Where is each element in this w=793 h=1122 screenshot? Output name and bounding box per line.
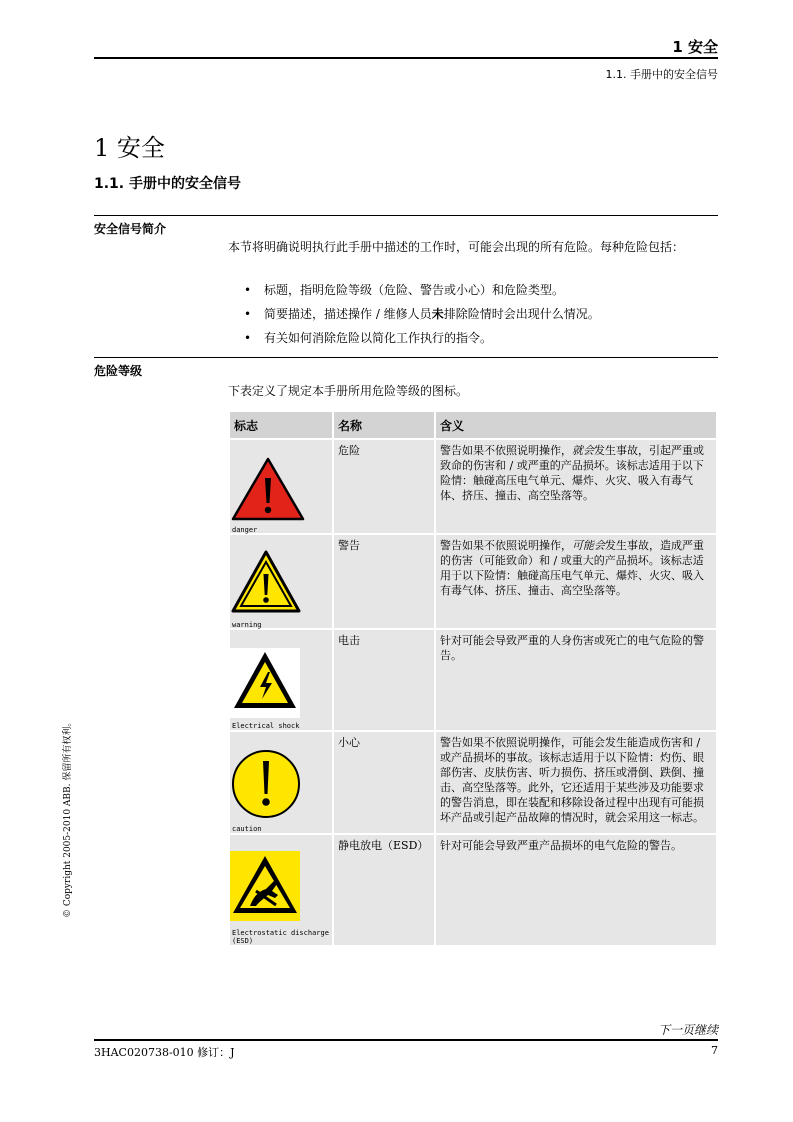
table-row — [230, 535, 716, 628]
symbol-cell — [230, 535, 332, 628]
document-id: 3HAC020738-010 修订：J — [94, 1046, 235, 1059]
list-item: • 简要描述，描述操作 / 维修人员未排除险情时会出现什么情况。 — [244, 307, 600, 321]
hazard-levels-table — [228, 410, 718, 947]
symbol-cell — [230, 440, 332, 533]
danger-icon — [230, 456, 306, 522]
hazard-meaning: 警告如果不依照说明操作，可能会发生能造成伤害和 / 或产品损坏的事故。该标志适用于以下险情：灼伤、眼部伤害、皮肤伤害、听力损伤、挤压或滑倒、跌倒、撞击、高空坠落等。此外，它还适用于某些涉及功能要求的警告消息，即在装配和移除设备过程中出现有可能损坏产品或引起产品故障的情况时，就会采用这一标志。 — [436, 732, 716, 833]
hazard-meaning: 警告如果不依照说明操作，就会发生事故，引起严重或致命的伤害和 / 或严重的产品损坏。该标志适用于以下险情：触碰高压电气单元、爆炸、火灾、吸入有毒气体、挤压、撞击、高空坠落等。 — [436, 440, 716, 533]
column-header-name: 名称 — [334, 412, 434, 438]
section-divider — [94, 357, 718, 358]
hazard-name: 警告 — [334, 535, 434, 628]
table-row — [230, 835, 716, 945]
levels-paragraph: 下表定义了规定本手册所用危险等级的图标。 — [228, 384, 469, 398]
continued-note: 下一页继续 — [657, 1023, 718, 1037]
symbol-cell — [230, 835, 332, 945]
footer-rule — [94, 1039, 718, 1041]
intro-paragraph: 本节将明确说明执行此手册中描述的工作时，可能会出现的所有危险。每种危险包括： — [228, 240, 685, 254]
symbol-caption: warning — [232, 621, 262, 629]
copyright-notice: © Copyright 2005-2010 ABB. 保留所有权利。 — [63, 717, 73, 918]
list-item: • 有关如何消除危险以简化工作执行的指令。 — [244, 331, 493, 345]
levels-label: 危险等级 — [94, 364, 143, 378]
table-row — [230, 630, 716, 730]
header-chapter-title: 1 安全 — [672, 38, 718, 56]
list-item: • 标题，指明危险等级（危险、警告或小心）和危险类型。 — [244, 283, 565, 297]
header-section-title: 1.1. 手册中的安全信号 — [605, 68, 718, 81]
column-header-symbol: 标志 — [230, 412, 332, 438]
symbol-cell — [230, 630, 332, 730]
warning-icon — [230, 549, 302, 615]
table-row — [230, 732, 716, 833]
electrical-shock-icon — [230, 648, 300, 718]
caution-icon — [230, 748, 302, 820]
hazard-name: 电击 — [334, 630, 434, 730]
symbol-caption: Electrical shock — [232, 722, 300, 730]
section-title: 1.1. 手册中的安全信号 — [94, 176, 241, 192]
esd-icon — [230, 851, 300, 921]
symbol-caption: danger — [232, 526, 258, 534]
table-row — [230, 440, 716, 533]
symbol-cell — [230, 732, 332, 833]
column-header-meaning: 含义 — [436, 412, 716, 438]
hazard-name: 危险 — [334, 440, 434, 533]
intro-bullet-list — [244, 278, 714, 350]
intro-label: 安全信号简介 — [94, 222, 167, 236]
page-title: 1 安全 — [94, 134, 165, 162]
table-header-row — [230, 412, 716, 438]
symbol-caption: caution — [232, 825, 262, 833]
hazard-meaning: 警告如果不依照说明操作，可能会发生事故，造成严重的伤害（可能致命）和 / 或重大的产品损坏。该标志适用于以下险情：触碰高压电气单元、爆炸、火灾、吸入有毒气体、挤压、撞击、高空坠落等。 — [436, 535, 716, 628]
page-number: 7 — [711, 1044, 718, 1057]
symbol-caption: Electrostatic discharge (ESD) — [232, 929, 329, 945]
hazard-name: 静电放电（ESD） — [334, 835, 434, 945]
hazard-meaning: 针对可能会导致严重产品损坏的电气危险的警告。 — [436, 835, 716, 945]
hazard-meaning: 针对可能会导致严重的人身伤害或死亡的电气危险的警告。 — [436, 630, 716, 730]
hazard-name: 小心 — [334, 732, 434, 833]
header-rule — [94, 57, 718, 59]
section-divider — [94, 215, 718, 216]
